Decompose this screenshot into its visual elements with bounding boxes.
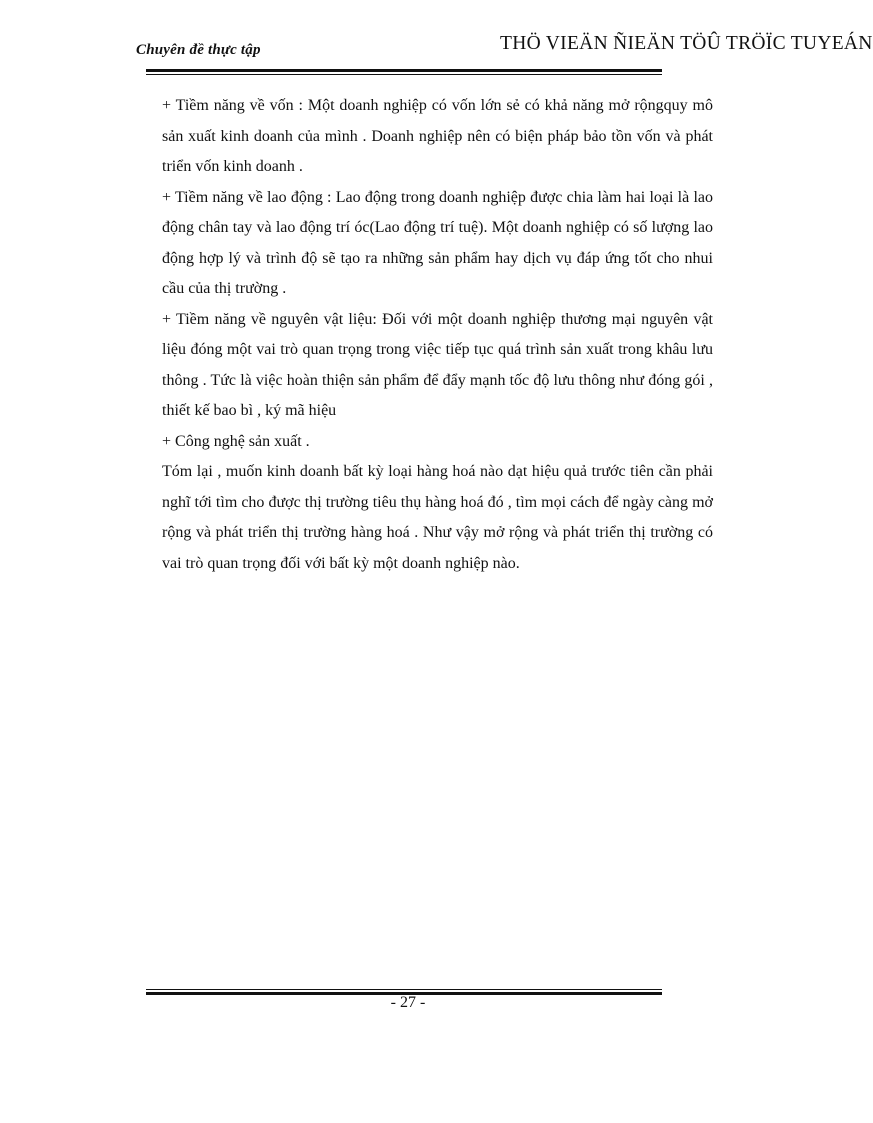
paragraph-labor-potential: + Tiềm năng về lao động : Lao động trong doanh nghiệp được chia làm hai loại là lao động chân tay và lao động trí óc(Lao động trí tuệ). Một doanh nghiệp có số lượng lao động hợp lý và trình độ sẽ tạo ra những sản phẩm hay dịch vụ đáp ứng tốt cho nhui cầu của thị trường . <box>162 188 713 297</box>
header-rule-thick <box>146 69 662 72</box>
header-rule-thin <box>146 74 662 75</box>
library-title: THÖ VIEÄN ÑIEÄN TÖÛ TRÖÏC TUYEÁN <box>500 33 873 54</box>
paragraph-summary: Tóm lại , muốn kinh doanh bất kỳ loại hàng hoá nào dạt hiệu quả trước tiên cần phải nghĩ tới tìm cho được thị trường tiêu thụ hàng hoá đó , tìm mọi cách để ngày càng mở rộng và phát triển thị trường hàng hoá . Như vậy mở rộng và phát triển thị trường có vai trò quan trọng đối với bất kỳ một doanh nghiệp nào. <box>162 463 713 572</box>
page-number: - 27 - <box>390 994 426 1011</box>
paragraph-capital-potential: + Tiềm năng về vốn : Một doanh nghiệp có vốn lớn sẻ có khả năng mở rộngquy mô sản xuất kinh doanh của mình . Doanh nghiệp nên có biện pháp bảo tồn vốn và phát triển vốn kinh doanh . <box>162 97 713 175</box>
paragraph-production-technology: + Công nghệ sản xuất . <box>162 432 310 450</box>
document-subject-title: Chuyên đề thực tập <box>136 42 261 58</box>
paragraph-material-potential: + Tiềm năng về nguyên vật liệu: Đối với một doanh nghiệp thương mại nguyên vật liệu đóng một vai trò quan trọng trong việc tiếp tục quá trình sản xuất trong khâu lưu thông . Tức là việc hoàn thiện sản phẩm để đẩy mạnh tốc độ lưu thông như đóng gói , thiết kế bao bì , ký mã hiệu <box>162 310 713 419</box>
document-body <box>162 91 713 579</box>
footer-rule-thin <box>146 989 662 990</box>
